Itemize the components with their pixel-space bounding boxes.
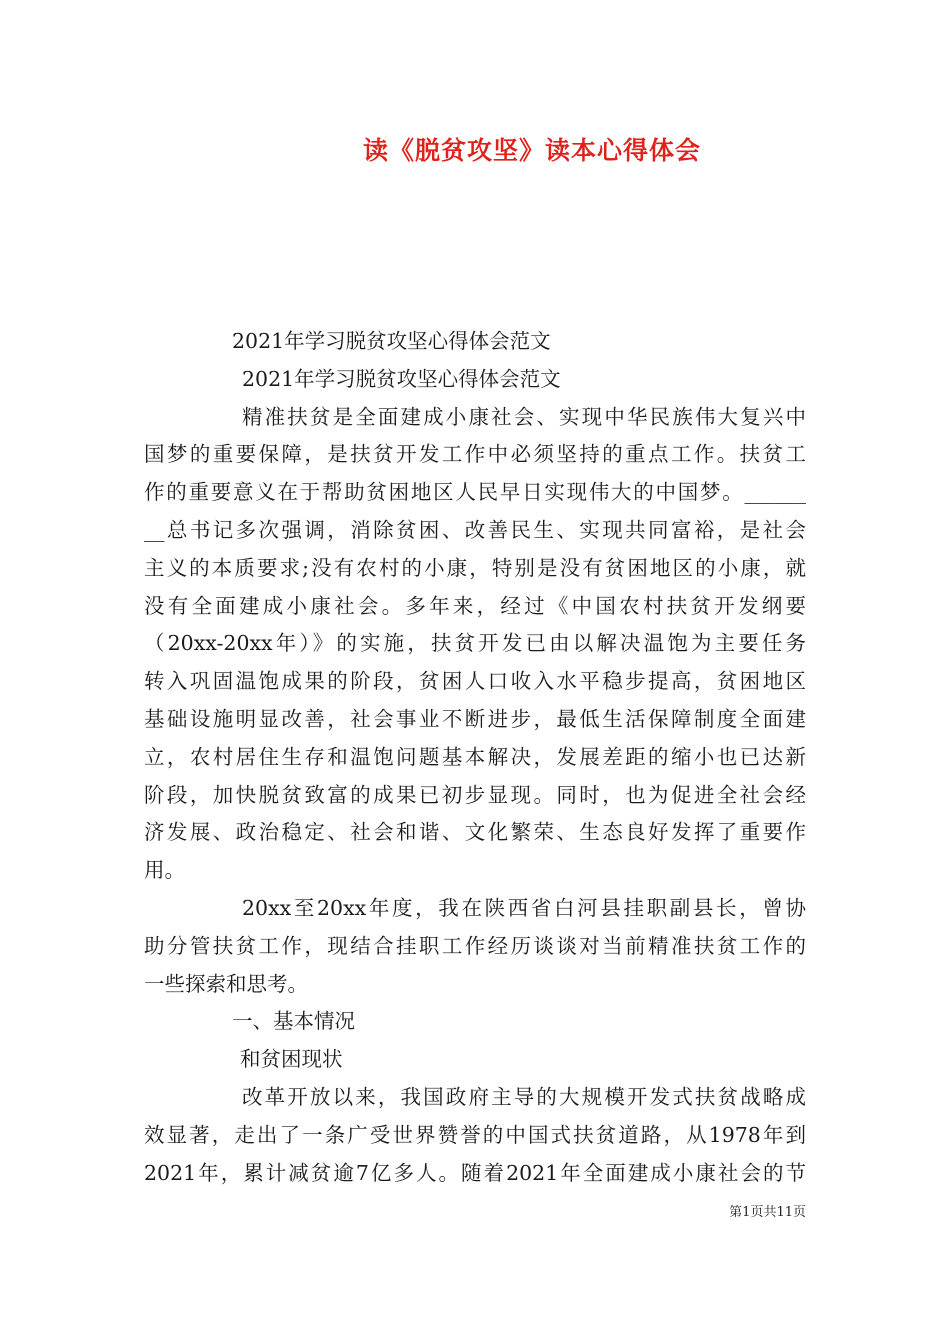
paragraph-line: 改革开放以来，我国政府主导的大规模开发式扶贫战略成 [242, 1084, 806, 1109]
paragraph-line: 转入巩固温饱成果的阶段，贫困人口收入水平稳步提高，贫困地区 [144, 669, 806, 694]
paragraph-line: 没有全面建成小康社会。多年来，经过《中国农村扶贫开发纲要 [144, 593, 806, 618]
document-title: 读《脱贫攻坚》读本心得体会 [362, 136, 701, 165]
paragraph-line: 20xx至20xx年度，我在陕西省白河县挂职副县长，曾协 [242, 895, 806, 920]
paragraph-line: （20xx-20xx年）》的实施，扶贫开发已由以解决温饱为主要任务 [144, 631, 806, 656]
paragraph-line: 基础设施明显改善，社会事业不断进步，最低生活保障制度全面建 [144, 706, 806, 731]
paragraph [144, 1079, 806, 1192]
paragraph-line: 济发展、政治稳定、社会和谐、文化繁荣、生态良好发挥了重要作 [144, 820, 806, 845]
paragraph-line: 2021年，累计减贫逾7亿多人。随着2021年全面建成小康社会的节 [144, 1160, 806, 1185]
paragraph-line: 立，农村居住生存和温饱问题基本解决，发展差距的缩小也已达新 [144, 744, 806, 769]
paragraph-line: __总书记多次强调，消除贫困、改善民生、实现共同富裕，是社会 [144, 517, 806, 542]
paragraph-line: 国梦的重要保障，是扶贫开发工作中必须坚持的重点工作。扶贫工 [144, 442, 806, 467]
paragraph-line: 助分管扶贫工作，现结合挂职工作经历谈谈对当前精准扶贫工作的 [144, 933, 806, 958]
paragraph-line: 用。 [144, 858, 185, 883]
paragraph-line: 精准扶贫是全面建成小康社会、实现中华民族伟大复兴中 [242, 404, 806, 429]
paragraph-line: 作的重要意义在于帮助贫困地区人民早日实现伟大的中国梦。______ [144, 480, 806, 505]
section-heading: 和贫困现状 [240, 1047, 343, 1072]
paragraph-line: 效显著，走出了一条广受世界赞誉的中国式扶贫道路，从1978年到 [144, 1122, 806, 1147]
paragraph [144, 399, 806, 890]
paragraph-line: 主义的本质要求;没有农村的小康，特别是没有贫困地区的小康，就 [144, 555, 806, 580]
heading-line: 2021年学习脱贫攻坚心得体会范文 [232, 329, 551, 353]
heading-line: 2021年学习脱贫攻坚心得体会范文 [242, 366, 561, 391]
page-number-footer: 第1页共11页 [729, 1205, 806, 1220]
section-heading: 一、基本情况 [232, 1009, 355, 1034]
paragraph-line: 一些探索和思考。 [144, 971, 308, 996]
paragraph-line: 阶段，加快脱贫致富的成果已初步显现。同时，也为促进全社会经 [144, 782, 806, 807]
document-body [144, 323, 806, 1192]
paragraph [144, 890, 806, 1003]
